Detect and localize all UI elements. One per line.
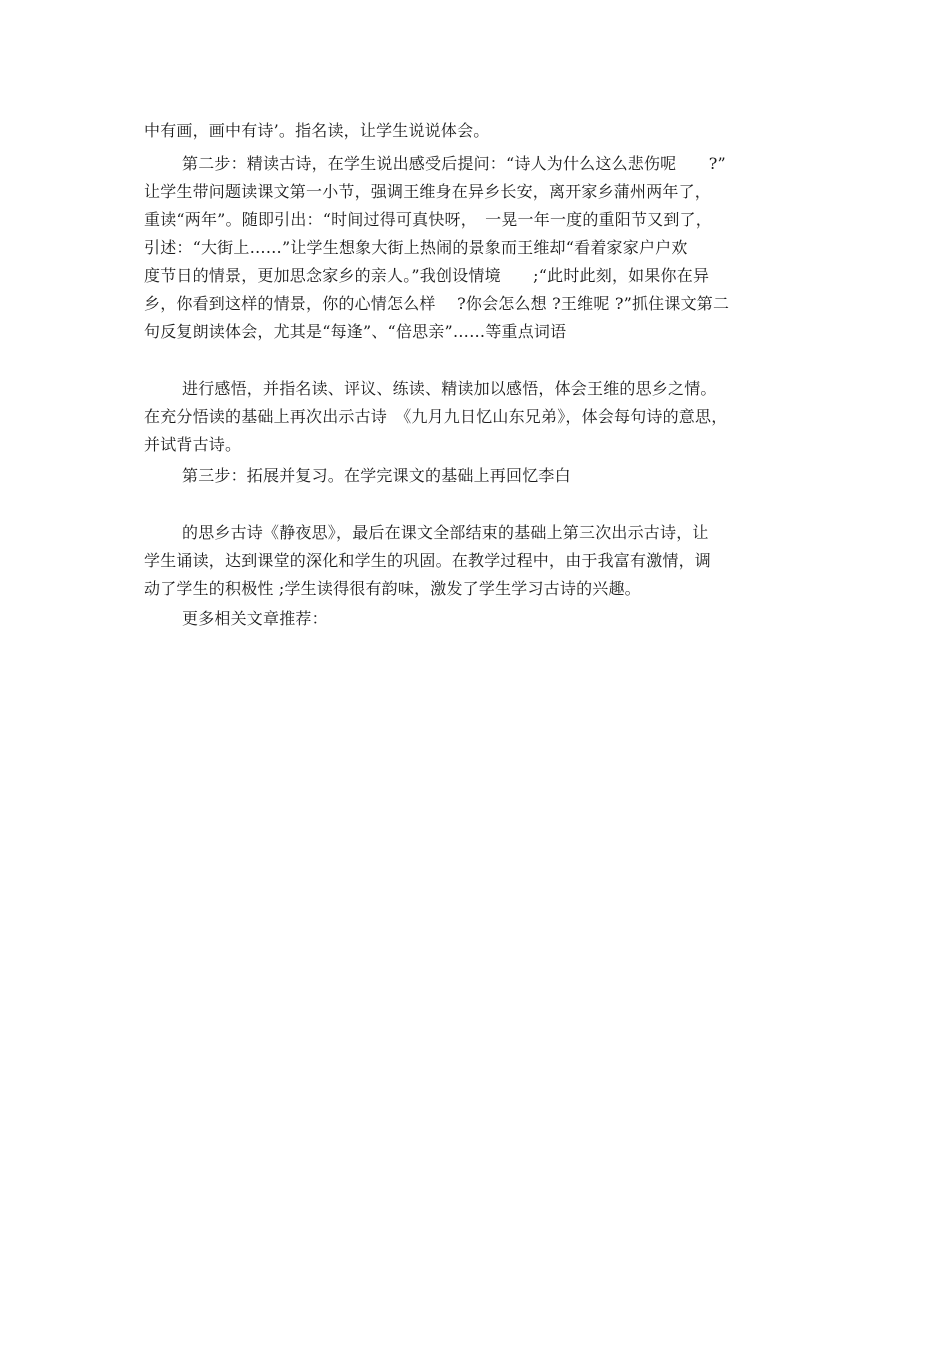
text-line: 动了学生的积极性 ;学生读得很有韵味，激发了学生学习古诗的兴趣。 [144, 579, 641, 598]
text-line: 句反复朗读体会，尤其是“每逢”、“倍思亲”……等重点词语 [144, 322, 567, 341]
text-line: 重读“两年”。随即引出：“时间过得可真快呀， 一晃一年一度的重阳节又到了， [144, 210, 712, 229]
text-line: 并试背古诗。 [144, 435, 242, 454]
text-line: 中有画，画中有诗’。指名读，让学生说说体会。 [144, 121, 490, 140]
text-line: 更多相关文章推荐： [182, 609, 328, 628]
text-line: 第三步：拓展并复习。在学完课文的基础上再回忆李白 [182, 466, 571, 485]
text-line: 乡，你看到这样的情景，你的心情怎么样 ?你会怎么想 ?王维呢 ?”抓住课文第二 [144, 294, 730, 313]
text-line: 让学生带问题读课文第一小节，强调王维身在异乡长安，离开家乡蒲州两年了， [144, 182, 712, 201]
text-line: 引述：“大街上……”让学生想象大街上热闹的景象而王维却“看着家家户户欢 [144, 238, 688, 257]
text-line: 在充分悟读的基础上再次出示古诗 《九月九日忆山东兄弟》，体会每句诗的意思， [144, 407, 728, 426]
text-line: 学生诵读，达到课堂的深化和学生的巩固。在教学过程中，由于我富有激情，调 [144, 551, 712, 570]
text-line: 第二步：精读古诗，在学生说出感受后提问：“诗人为什么这么悲伤呢 ?” [182, 154, 726, 173]
text-line: 度节日的情景，更加思念家乡的亲人。”我创设情境 ;“此时此刻，如果你在异 [144, 266, 710, 285]
text-line: 的思乡古诗《静夜思》，最后在课文全部结束的基础上第三次出示古诗，让 [182, 523, 709, 542]
text-line: 进行感悟，并指名读、评议、练读、精读加以感悟，体会王维的思乡之情。 [182, 379, 717, 398]
